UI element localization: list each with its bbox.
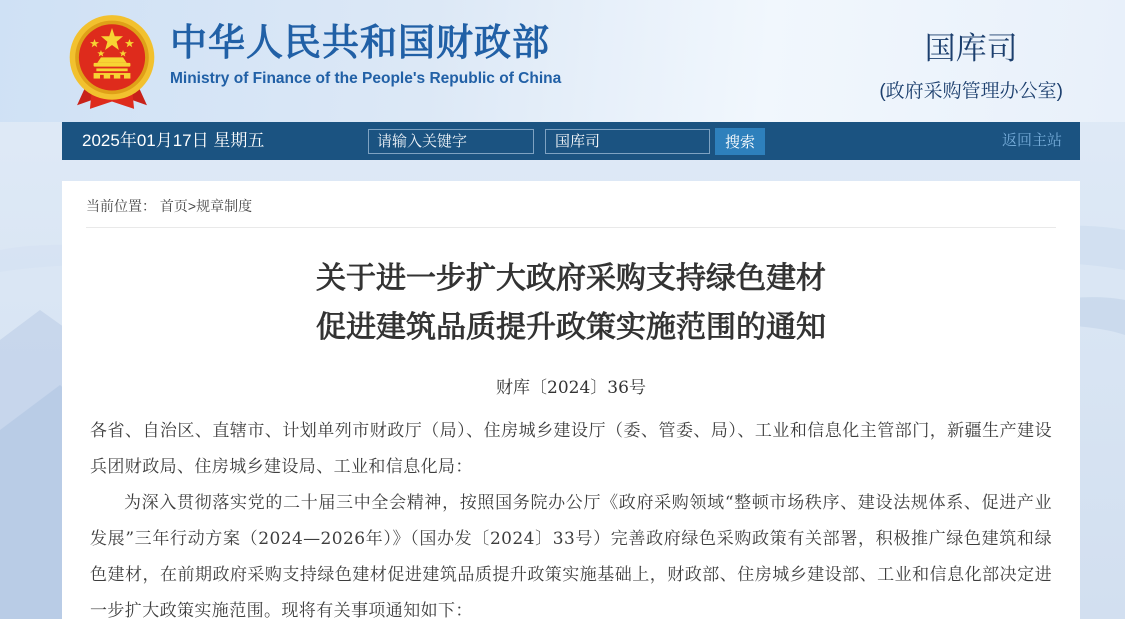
site-title-block (170, 21, 561, 88)
department-name: 国库司 (924, 31, 1018, 66)
site-name: 中华人民共和国财政部 (170, 22, 550, 63)
breadcrumb-label: 当前位置： (86, 198, 156, 214)
document-paragraph: 为深入贯彻落实党的二十届三中全会精神，按照国务院办公厅《政府采购领域“整顿市场秩序、建设法规体系、促进产业发展”三年行动方案（2024—2026年）》（国办发〔2024〕33号）完善政府绿色采购政策有关部署，积极推广绿色建筑和绿色建材，在前期政府采购支持绿色建材促进建筑品质提升政策实施基础上，财政部、住房城乡建设部、工业和信息化部决定进一步扩大政策实施范围。现将有关事项通知如下： (90, 493, 1052, 619)
department-select[interactable]: 国库司 (545, 129, 710, 154)
content-panel (62, 181, 1080, 619)
breadcrumb-path[interactable]: 首页>规章制度 (159, 198, 253, 214)
search-input[interactable] (368, 129, 534, 154)
department-block (879, 30, 1063, 103)
document-title-line1: 关于进一步扩大政府采购支持绿色建材 (316, 262, 826, 295)
department-subtitle: (政府采购管理办公室) (879, 81, 1063, 102)
national-emblem-icon (66, 11, 158, 113)
document-body (90, 413, 1052, 619)
search-button[interactable]: 搜索 (715, 128, 765, 155)
breadcrumb (62, 181, 1080, 216)
current-date: 2025年01月17日 星期五 (82, 131, 265, 150)
document-title (62, 254, 1080, 352)
document-title-line2: 促进建筑品质提升政策实施范围的通知 (316, 311, 826, 344)
back-to-main-site-link[interactable]: 返回主站 (1001, 132, 1062, 149)
masthead (0, 0, 1125, 122)
breadcrumb-divider (86, 227, 1056, 228)
site-name-english: Ministry of Finance of the People's Republic of China (170, 70, 562, 87)
document-number: 财库〔2024〕36号 (496, 378, 646, 398)
navbar (62, 122, 1080, 160)
document-paragraph: 各省、自治区、直辖市、计划单列市财政厅（局）、住房城乡建设厅（委、管委、局）、工业和信息化主管部门，新疆生产建设兵团财政局、住房城乡建设局、工业和信息化局： (90, 421, 1052, 477)
